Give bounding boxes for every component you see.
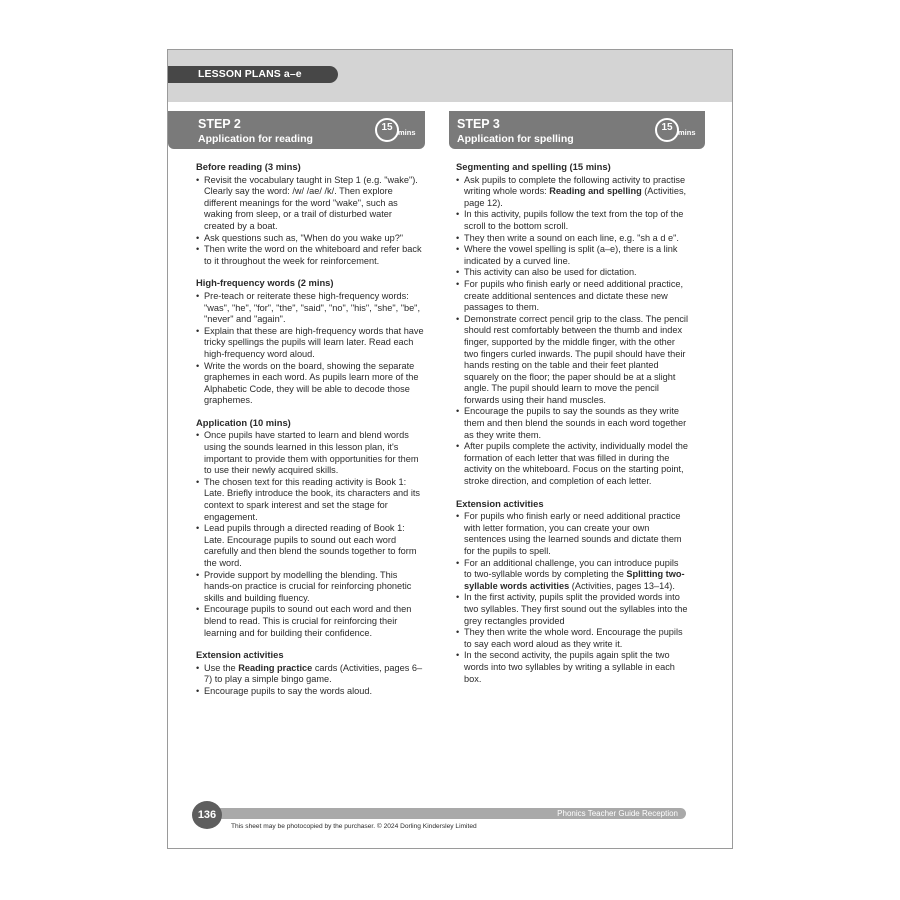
- bullet-item: [456, 627, 688, 650]
- bullet-text: In the first activity, pupils split the provided words into two syllables. They first sound out the syllables into the grey rectangles provided: [464, 592, 688, 626]
- clock-icon: [375, 118, 417, 142]
- section-heading: High-frequency words (2 mins): [196, 277, 334, 289]
- bullet-text: Encourage pupils to sound out each word and then blend to read. This is crucial for reinforcing their learning and for building their confidence.: [204, 604, 412, 638]
- bullet-item: [196, 523, 424, 569]
- bullet-text: For pupils who finish early or need additional practice with letter formation, you can create your own sentences using the learned sounds and dictate them for the pupils to spell.: [464, 511, 682, 556]
- bullet-text: Once pupils have started to learn and blend words using the sounds learned in this lesson plan, it's important to provide them with opportunities for them to use their newly acquired skills.: [204, 430, 419, 476]
- bullet-text: Encourage the pupils to say the sounds as they write them and then blend the sounds in each word together as they write them.: [464, 406, 687, 440]
- bullet-text: Ask pupils to complete the following activity to practise writing whole words:: [464, 174, 686, 197]
- step-2-subtitle: Application for reading: [198, 133, 313, 145]
- bullet-text: In this activity, pupils follow the text from the top of the scroll to the bottom scroll.: [464, 209, 684, 231]
- bullet-list: [196, 291, 424, 407]
- bullet-text: Where the vowel spelling is split (a–e), there is a link indicated by a curved line.: [464, 244, 678, 266]
- step-2-header: [168, 111, 425, 149]
- bullet-list: [456, 175, 688, 488]
- bullet-text: Explain that these are high-frequency words that have tricky spellings the pupils will learn later. Read each high-frequency word aloud.: [204, 325, 424, 359]
- bullet-item: [196, 244, 424, 267]
- bold-text: Reading practice: [238, 662, 313, 673]
- section-heading: Extension activities: [456, 497, 544, 509]
- bullet-item: [456, 592, 688, 627]
- section-heading: Extension activities: [196, 649, 284, 661]
- bullet-text: Then write the word on the whiteboard and refer back to it throughout the week for reinforcement.: [204, 244, 422, 266]
- step-3-subtitle: Application for spelling: [457, 133, 574, 145]
- bullet-item: [456, 244, 688, 267]
- bullet-item: [456, 406, 688, 441]
- bullet-item: [196, 686, 424, 698]
- step-3-content: [456, 161, 688, 695]
- bullet-item: [456, 558, 688, 593]
- bullet-item: [196, 233, 424, 245]
- bullet-item: [196, 570, 424, 605]
- bullet-text: cards (Activities, pages 6–7) to play a simple bingo game.: [204, 662, 423, 685]
- bullet-item: [456, 209, 688, 232]
- bullet-item: [456, 511, 688, 557]
- bullet-list: [196, 430, 424, 639]
- bullet-text: Use the: [204, 662, 239, 673]
- step-2-content: [196, 161, 424, 708]
- bullet-item: [456, 279, 688, 314]
- section-heading: Application (10 mins): [196, 416, 291, 428]
- clock-icon: [655, 118, 697, 142]
- bullet-item: [196, 477, 424, 523]
- bullet-item: [456, 650, 688, 685]
- page-number: 136: [192, 801, 222, 829]
- bullet-text: This activity can also be used for dictation.: [464, 267, 637, 278]
- bullet-list: [196, 663, 424, 698]
- bullet-item: [196, 430, 424, 476]
- bullet-text: Encourage pupils to say the words aloud.: [204, 685, 373, 696]
- lesson-plans-tag: LESSON PLANS a–e: [168, 66, 338, 83]
- step-3-header: [449, 111, 705, 149]
- bullet-text: For an additional challenge, you can introduce pupils to two-syllable words by completing the: [464, 557, 679, 580]
- copyright-notice: This sheet may be photocopied by the purchaser. © 2024 Dorling Kindersley Limited: [231, 823, 477, 830]
- bold-text: Splitting two-syllable words activities: [464, 569, 685, 591]
- bullet-item: [456, 233, 688, 245]
- bullet-text: They then write the whole word. Encourage the pupils to say each word aloud as they write it.: [464, 627, 683, 649]
- bullet-text: Write the words on the board, showing the separate graphemes in each word. As pupils learn more of the Alphabetic Code, they will be able to decode those graphemes.: [204, 360, 419, 406]
- section-heading: Before reading (3 mins): [196, 161, 301, 172]
- footer-bar: [208, 808, 686, 819]
- step-2-title: STEP 2: [198, 117, 241, 131]
- bullet-text: (Activities, page 12).: [464, 186, 687, 208]
- bullet-text: The chosen text for this reading activity is Book 1: Late. Briefly introduce the book, its characters and its context to spark interest and set the stage for engagement.: [204, 476, 421, 522]
- bullet-text: For pupils who finish early or need additional practice, create additional sentences and dictate these new passages to them.: [464, 278, 684, 313]
- bullet-item: [196, 663, 424, 686]
- step-2-time-value: 15: [381, 122, 393, 133]
- bullet-item: [196, 175, 424, 233]
- book-title: Phonics Teacher Guide Reception: [557, 809, 678, 818]
- bullet-text: Pre-teach or reiterate these high-frequency words: "was", "he", "for", "the", "said", "no", "his", "she", "be", "never" and "again".: [204, 290, 421, 325]
- step-3-time-value: 15: [661, 122, 673, 133]
- bullet-item: [456, 314, 688, 407]
- bullet-item: [456, 175, 688, 210]
- bullet-text: Lead pupils through a directed reading of Book 1: Late. Encourage pupils to sound out each word carefully and then blend the sounds together to form the word.: [204, 523, 417, 568]
- step-3-time-unit: mins: [678, 128, 696, 137]
- bullet-item: [456, 267, 688, 279]
- bold-text: Reading and spelling: [549, 186, 642, 197]
- bullet-item: [196, 604, 424, 639]
- bullet-text: Demonstrate correct pencil grip to the class. The pencil should rest comfortably between the thumb and index finger, supported by the middle finger, with the other two fingers curled inwards. The pupil should have their hands resting on the table and their feet planted squarely on the floor; the paper should be at a slight angle. The pupil should learn to move the pencil forwards using their hand muscles.: [464, 313, 689, 405]
- bullet-text: Revisit the vocabulary taught in Step 1 (e.g. "wake"). Clearly say the word: /w/ /ae/ /k/. Then explore different meanings for the word "wake", such as waking from sleep, or a trail of disturbed water created by a boat.: [204, 174, 418, 231]
- step-3-title: STEP 3: [457, 117, 500, 131]
- worksheet-page: [167, 49, 733, 849]
- step-2-time-unit: mins: [398, 128, 416, 137]
- bullet-list: [456, 511, 688, 685]
- bullet-text: After pupils complete the activity, individually model the formation of each letter that was filled in during the activity on the whiteboard. Focus on the starting point, stroke direction, and completion of each letter.: [464, 441, 689, 487]
- bullet-text: Ask questions such as, "When do you wake up?": [204, 232, 404, 243]
- bullet-item: [196, 361, 424, 407]
- bullet-text: They then write a sound on each line, e.g. "sh a d e".: [464, 232, 679, 243]
- bullet-text: Provide support by modelling the blending. This hands-on practice is crucial for reinforcing phonetic skills and building fluency.: [204, 569, 412, 603]
- bullet-item: [196, 326, 424, 361]
- bullet-item: [196, 291, 424, 326]
- bullet-text: In the second activity, the pupils again split the two words into two syllables by writing a syllable in each box.: [464, 650, 675, 684]
- section-heading: Segmenting and spelling (15 mins): [456, 161, 611, 172]
- bullet-item: [456, 441, 688, 487]
- bullet-text: (Activities, pages 13–14).: [569, 580, 675, 591]
- bullet-list: [196, 175, 424, 268]
